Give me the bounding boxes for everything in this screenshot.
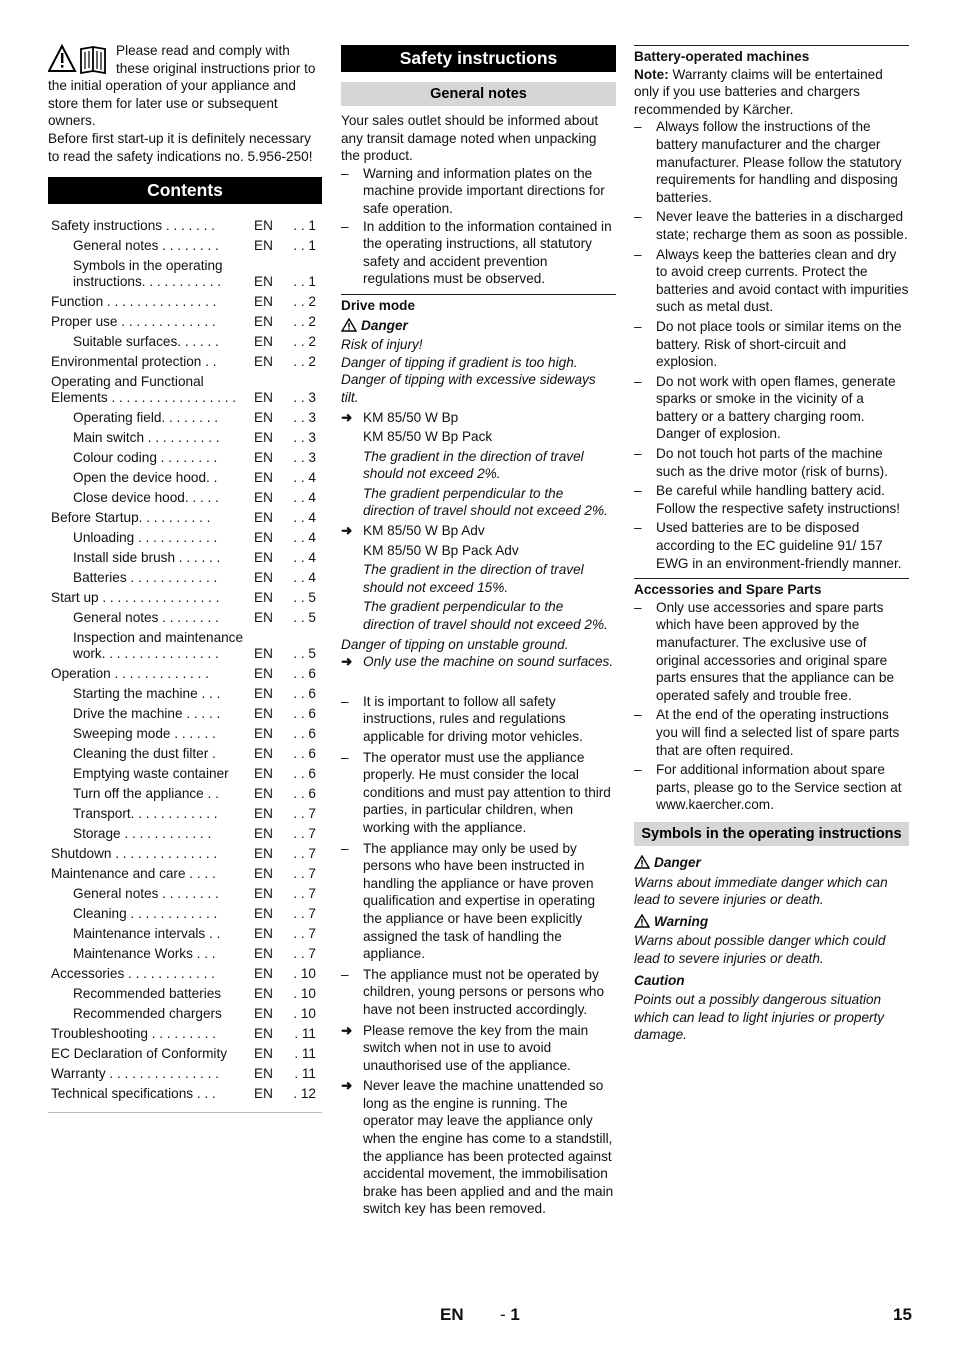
toc-entry-page: . 10 (293, 1006, 316, 1022)
warning-triangle-icon (634, 914, 650, 928)
battery-heading: Battery-operated machines (634, 49, 810, 64)
column-middle (341, 45, 616, 1218)
toc-entry-language: EN (254, 766, 273, 782)
toc-entry-title: Recommended chargers (73, 1006, 222, 1022)
toc-entry (48, 904, 322, 924)
toc-entry-language: EN (254, 390, 273, 406)
remove-key-note (341, 1022, 616, 1075)
toc-entry-title: General notes . . . . . . . . (73, 886, 219, 902)
toc-entry (48, 352, 322, 372)
model-name: KM 85/50 W Bp Adv (363, 523, 485, 539)
accessories-list (634, 599, 909, 814)
unattended-note (341, 1077, 616, 1218)
toc-entry-title: Function . . . . . . . . . . . . . . . (51, 294, 217, 310)
toc-entry-page: . . 1 (293, 274, 316, 290)
toc-entry-page: . . 6 (293, 786, 316, 802)
contents-heading: Contents (48, 177, 322, 204)
toc-entry-language: EN (254, 590, 273, 606)
toc-entry-title: Operation . . . . . . . . . . . . . (51, 666, 209, 682)
column-left (48, 42, 322, 1113)
toc-entry-title: General notes . . . . . . . . (73, 610, 219, 626)
toc-entry-language: EN (254, 926, 273, 942)
toc-entry-language: EN (254, 410, 273, 426)
toc-entry-language: EN (254, 826, 273, 842)
arrow-icon: ➜ (341, 654, 353, 670)
toc-entry (48, 844, 322, 864)
danger-label-row (341, 317, 616, 335)
list-item: – Used batteries are to be disposed according to the EC guideline 91/ 157 EWG in an environment-friendly manner. (634, 519, 909, 572)
toc-entry-page: . . 6 (293, 686, 316, 702)
toc-entry (48, 924, 322, 944)
toc-entry-page: . . 5 (293, 590, 316, 606)
toc-entry (48, 408, 322, 428)
toc-entry-title: Cleaning . . . . . . . . . . . . (73, 906, 218, 922)
toc-entry-page: . . 3 (293, 410, 316, 426)
toc-entry-page: . . 1 (293, 218, 316, 234)
toc-entry-page: . 11 (294, 1046, 316, 1062)
toc-entry (48, 1084, 322, 1104)
list-item: – Never leave the batteries in a discharged state; recharge them as soon as possible. (634, 208, 909, 243)
toc-entry-page: . . 6 (293, 766, 316, 782)
warning-row (634, 913, 909, 931)
toc-entry-language: EN (254, 646, 273, 662)
list-item: – Do not touch hot parts of the machine such as the drive motor (risk of burns). (634, 445, 909, 480)
toc-entry (48, 488, 322, 508)
toc-entry-language: EN (254, 570, 273, 586)
toc-entry-page: . 10 (293, 966, 316, 982)
toc-entry-title: Warranty . . . . . . . . . . . . . . . (51, 1066, 219, 1082)
toc-entry-title: Emptying waste container (73, 766, 229, 782)
toc-entry-language: EN (254, 354, 273, 370)
toc-entry (48, 764, 322, 784)
warning-manual-icon (48, 44, 114, 74)
toc-entry-title: Starting the machine . . . (73, 686, 221, 702)
toc-entry (48, 704, 322, 724)
list-item: – At the end of the operating instructions you will find a selected list of spare parts that are often required. (634, 706, 909, 759)
list-item: – It is important to follow all safety instructions, rules and regulations applicable for driving motor vehicles. (341, 693, 616, 746)
toc-entry-title: Troubleshooting . . . . . . . . . (51, 1026, 216, 1042)
toc-entry-language: EN (254, 550, 273, 566)
intro-paragraph: Please read and comply with these original instructions prior to the initial operation of your appliance and store them for later use or subsequent owners. (48, 43, 316, 129)
toc-entry-language: EN (254, 906, 273, 922)
arrow-icon: ➜ (341, 523, 353, 539)
toc-entry-title: Close device hood. . . . . (73, 490, 219, 506)
warning-triangle-icon (634, 855, 650, 869)
toc-entry (48, 588, 322, 608)
toc-entry-title: Colour coding . . . . . . . . (73, 450, 218, 466)
toc-entry-language: EN (254, 706, 273, 722)
toc-entry-page: . . 4 (293, 470, 316, 486)
toc-entry-page: . . 3 (293, 390, 316, 406)
toc-entry-page: . . 4 (293, 490, 316, 506)
toc-entry-language: EN (254, 666, 273, 682)
toc-entry-language: EN (254, 846, 273, 862)
toc-entry-title: Sweeping mode . . . . . . (73, 726, 216, 742)
toc-entry-title: Operating field. . . . . . . . (73, 410, 219, 426)
list-item: – Be careful while handling battery acid. Follow the respective safety instructions! (634, 482, 909, 517)
toc-entry (48, 1024, 322, 1044)
toc-entry-language: EN (254, 686, 273, 702)
toc-entry-page: . 12 (293, 1086, 316, 1102)
toc-entry-title: Cleaning the dust filter . (73, 746, 216, 762)
gradient-direction: The gradient in the direction of travel should not exceed 15%. (363, 562, 584, 595)
model-block-2 (341, 522, 616, 634)
toc-entry-title: Safety instructions . . . . . . . (51, 218, 215, 234)
toc-entry-page: . . 5 (293, 610, 316, 626)
toc-entry-title: Accessories . . . . . . . . . . . . (51, 966, 215, 982)
warning-label: Warning (654, 913, 709, 929)
list-item: – The appliance may only be used by persons who have been instructed in handling the appliance or have proven qualification and expertise in operating the appliance or have been explicitly assigned the task of handling the appliance. (341, 840, 616, 963)
column-right (634, 45, 909, 1044)
list-item: – The appliance must not be operated by children, young persons or persons who have not been instructed accordingly. (341, 966, 616, 1019)
toc-entry (48, 664, 322, 684)
battery-list (634, 118, 909, 572)
toc-entry-title: Symbols in the operating instructions. . . . . . . . . . . (73, 258, 223, 290)
toc-entry-title: Inspection and maintenance work. . . . . . . . . . . . . . . . (73, 630, 244, 662)
note-text: Warranty claims will be entertained only if you use batteries and chargers recommended by Kärcher. (634, 66, 883, 117)
toc-entry (48, 548, 322, 568)
toc-entry-page: . . 2 (293, 294, 316, 310)
toc-entry (48, 684, 322, 704)
toc-entry-page: . 10 (293, 986, 316, 1002)
toc-entry-title: Drive the machine . . . . . (73, 706, 221, 722)
tip-tilt: Danger of tipping with excessive sideways tilt. (341, 372, 596, 405)
table-of-contents (48, 216, 322, 1113)
toc-entry-language: EN (254, 510, 273, 526)
toc-entry (48, 628, 322, 664)
toc-entry-language: EN (254, 294, 273, 310)
toc-entry (48, 428, 322, 448)
toc-entry-title: Maintenance Works . . . (73, 946, 216, 962)
toc-entry-language: EN (254, 470, 273, 486)
toc-entry-title: Batteries . . . . . . . . . . . . (73, 570, 218, 586)
toc-entry (48, 1004, 322, 1024)
toc-entry-page: . . 7 (293, 846, 316, 862)
danger-description: Warns about immediate danger which can lead to severe injuries or death. (634, 874, 888, 908)
sound-surfaces-text: Only use the machine on sound surfaces. (363, 654, 614, 670)
toc-entry-page: . . 7 (293, 906, 316, 922)
toc-entry-language: EN (254, 726, 273, 742)
toc-entry-language: EN (254, 218, 273, 234)
list-item: – Only use accessories and spare parts which have been approved by the manufacturer. The exclusive use of original accessories and original spare parts ensures that the appliance can be operated safely and trouble free. (634, 599, 909, 705)
danger-label: Danger (654, 854, 701, 870)
toc-entry-page: . . 7 (293, 826, 316, 842)
note-label: Note: (634, 66, 669, 82)
list-item: – Do not place tools or similar items on the battery. Risk of short-circuit and explosion. (634, 318, 909, 371)
arrow-icon: ➜ (341, 1022, 353, 1038)
toc-entry-language: EN (254, 334, 273, 350)
tip-gradient: Danger of tipping if gradient is too high. (341, 354, 578, 370)
general-notes-heading: General notes (341, 82, 616, 106)
warning-description: Warns about possible danger which could lead to severe injuries or death. (634, 933, 886, 966)
sound-surfaces (341, 653, 616, 671)
toc-entry (48, 944, 322, 964)
toc-entry-language: EN (254, 274, 273, 290)
toc-entry-title: Operating and Functional Elements . . . . . . . . . . . . . . . . . (51, 374, 237, 406)
accessories-heading: Accessories and Spare Parts (634, 582, 822, 598)
safety-instructions-heading: Safety instructions (341, 45, 616, 72)
toc-entry-title: Recommended batteries (73, 986, 222, 1002)
toc-entry-page: . . 7 (293, 806, 316, 822)
toc-entry-page: . . 4 (293, 570, 316, 586)
toc-entry-title: Shutdown . . . . . . . . . . . . . . (51, 846, 218, 862)
list-item: – The operator must use the appliance properly. He must consider the local conditions and must pay attention to third parties, in particular children, when working with the appliance. (341, 749, 616, 837)
toc-entry (48, 724, 322, 744)
intro-safety-paragraph: Before first start-up it is definitely necessary to read the safety indications no. 5.956-250! (48, 130, 313, 164)
toc-entry-language: EN (254, 610, 273, 626)
toc-entry-language: EN (254, 430, 273, 446)
toc-entry-title: EC Declaration of Conformity (51, 1046, 228, 1062)
toc-entry-language: EN (254, 490, 273, 506)
footer-page-indicator (500, 1306, 520, 1324)
model-name: KM 85/50 W Bp (363, 409, 459, 425)
toc-entry (48, 216, 322, 236)
toc-entry-page: . . 4 (293, 530, 316, 546)
toc-entry-language: EN (254, 1006, 273, 1022)
tip-unstable: Danger of tipping on unstable ground. (341, 636, 569, 652)
risk-injury: Risk of injury! (341, 337, 423, 353)
footer-page-number: 15 (893, 1305, 912, 1324)
toc-entry-page: . . 5 (293, 646, 316, 662)
list-item: – For additional information about spare parts, please go to the Service section at www.kaercher.com. (634, 761, 909, 814)
toc-entry (48, 608, 322, 628)
toc-entry (48, 1064, 322, 1084)
toc-entry-language: EN (254, 1066, 273, 1082)
toc-entry-title: Install side brush . . . . . . (73, 550, 221, 566)
toc-entry-language: EN (254, 450, 273, 466)
toc-entry-page: . . 6 (293, 726, 316, 742)
list-item: – Warning and information plates on the machine provide important directions for safe operation. (341, 165, 616, 218)
arrow-icon: ➜ (341, 1078, 353, 1094)
model-name: KM 85/50 W Bp Pack (363, 429, 493, 445)
toc-entry-page: . . 6 (293, 746, 316, 762)
footer-page: 1 (510, 1305, 520, 1324)
toc-entry-page: . . 3 (293, 430, 316, 446)
toc-entry-language: EN (254, 238, 273, 254)
toc-entry-language: EN (254, 530, 273, 546)
toc-entry-title: Environmental protection . . (51, 354, 217, 370)
model-block-1 (341, 409, 616, 521)
toc-entry-title: Maintenance and care . . . . (51, 866, 216, 882)
toc-entry (48, 784, 322, 804)
toc-entry (48, 508, 322, 528)
toc-entry-language: EN (254, 746, 273, 762)
caution-label: Caution (634, 972, 685, 988)
toc-entry-title: Transport. . . . . . . . . . . . (73, 806, 218, 822)
toc-entry (48, 744, 322, 764)
toc-entry (48, 568, 322, 588)
footer-language: EN (440, 1305, 464, 1324)
danger-row (634, 854, 909, 872)
toc-entry-page: . . 4 (293, 510, 316, 526)
remove-key-text: Please remove the key from the main switch when not in use to avoid unauthorised use of the appliance. (363, 1022, 589, 1073)
warning-triangle-icon (341, 318, 357, 332)
toc-entry-language: EN (254, 1026, 273, 1042)
toc-entry-title: Before Startup. . . . . . . . . . (51, 510, 211, 526)
toc-entry (48, 332, 322, 352)
toc-entry-title: Maintenance intervals . . (73, 926, 221, 942)
list-item: – Do not work with open flames, generate sparks or smoke in the vicinity of a battery or a battery charging room. Danger of explosion. (634, 373, 909, 443)
toc-entry (48, 964, 322, 984)
toc-entry (48, 372, 322, 408)
toc-entry-title: Open the device hood. . (73, 470, 218, 486)
toc-entry-title: Main switch . . . . . . . . . . (73, 430, 220, 446)
toc-entry-page: . . 3 (293, 450, 316, 466)
toc-entry-language: EN (254, 1086, 273, 1102)
unattended-text: Never leave the machine unattended so long as the engine is running. The operator may leave the appliance only when the engine has come to a standstill, the appliance has been protected against accidental movement, the immobilisation brake has been applied and and the main switch key has been removed. (363, 1078, 614, 1217)
toc-entry-title: Technical specifications . . . (51, 1086, 216, 1102)
gradient-direction: The gradient in the direction of travel should not exceed 2%. (363, 448, 584, 482)
toc-entry (48, 864, 322, 884)
list-item: – Always keep the batteries clean and dry to avoid creep currents. Protect the batteries and avoid contact with impurities such as metal dust. (634, 246, 909, 316)
toc-entry-page: . . 2 (293, 334, 316, 350)
toc-entry (48, 448, 322, 468)
toc-entry-language: EN (254, 986, 273, 1002)
model-name: KM 85/50 W Bp Pack Adv (363, 542, 519, 558)
toc-entry-page: . . 6 (293, 666, 316, 682)
arrow-icon: ➜ (341, 409, 353, 425)
toc-entry (48, 528, 322, 548)
footer-dash: - (500, 1305, 511, 1324)
toc-entry-title: Proper use . . . . . . . . . . . . . (51, 314, 216, 330)
toc-entry (48, 824, 322, 844)
toc-entry-title: General notes . . . . . . . . (73, 238, 219, 254)
list-item: – In addition to the information contained in the operating instructions, all statutory safety and accident prevention regulations must be observed. (341, 218, 616, 288)
toc-entry (48, 468, 322, 488)
toc-entry-page: . . 7 (293, 926, 316, 942)
intro-notice (48, 42, 322, 165)
toc-entry-language: EN (254, 966, 273, 982)
toc-entry-page: . 11 (294, 1066, 316, 1082)
danger-label: Danger (361, 317, 408, 333)
toc-entry (48, 292, 322, 312)
toc-entry (48, 884, 322, 904)
toc-entry (48, 236, 322, 256)
toc-entry-page: . . 2 (293, 354, 316, 370)
toc-entry-language: EN (254, 806, 273, 822)
toc-entry-language: EN (254, 866, 273, 882)
toc-entry (48, 804, 322, 824)
toc-entry-language: EN (254, 886, 273, 902)
battery-note (634, 66, 909, 119)
toc-entry-page: . . 6 (293, 706, 316, 722)
toc-entry-language: EN (254, 1046, 273, 1062)
toc-entry (48, 312, 322, 332)
toc-entry-page: . . 1 (293, 238, 316, 254)
toc-entry-page: . . 7 (293, 946, 316, 962)
drive-mode-heading: Drive mode (341, 297, 416, 313)
toc-entry-page: . . 7 (293, 866, 316, 882)
toc-entry-page: . . 4 (293, 550, 316, 566)
toc-entry-title: Storage . . . . . . . . . . . . (73, 826, 212, 842)
caution-description: Points out a possibly dangerous situation which can lead to light injuries or property damage. (634, 992, 885, 1043)
toc-entry (48, 984, 322, 1004)
general-intro: Your sales outlet should be informed about any transit damage noted when unpacking the product. (341, 113, 599, 164)
toc-entry-page: . . 2 (293, 314, 316, 330)
toc-entry-page: . 11 (294, 1026, 316, 1042)
toc-entry-title: Unloading . . . . . . . . . . . (73, 530, 218, 546)
toc-entry-language: EN (254, 946, 273, 962)
toc-entry-title: Suitable surfaces. . . . . . (73, 334, 219, 350)
toc-entry-title: Start up . . . . . . . . . . . . . . . . (51, 590, 220, 606)
list-item: – Always follow the instructions of the battery manufacturer and the charger manufacturer. Please follow the statutory requirements for handling and disposing batteries. (634, 118, 909, 206)
gradient-perpendicular: The gradient perpendicular to the direction of travel should not exceed 2%. (363, 485, 608, 519)
toc-entry-language: EN (254, 786, 273, 802)
symbols-heading: Symbols in the operating instructions (634, 822, 909, 846)
gradient-perpendicular: The gradient perpendicular to the direction of travel should not exceed 2%. (363, 599, 608, 633)
toc-entry-language: EN (254, 314, 273, 330)
toc-entry (48, 256, 322, 292)
toc-entry (48, 1044, 322, 1064)
toc-entry-page: . . 7 (293, 886, 316, 902)
toc-entry-title: Turn off the appliance . . (73, 786, 219, 802)
